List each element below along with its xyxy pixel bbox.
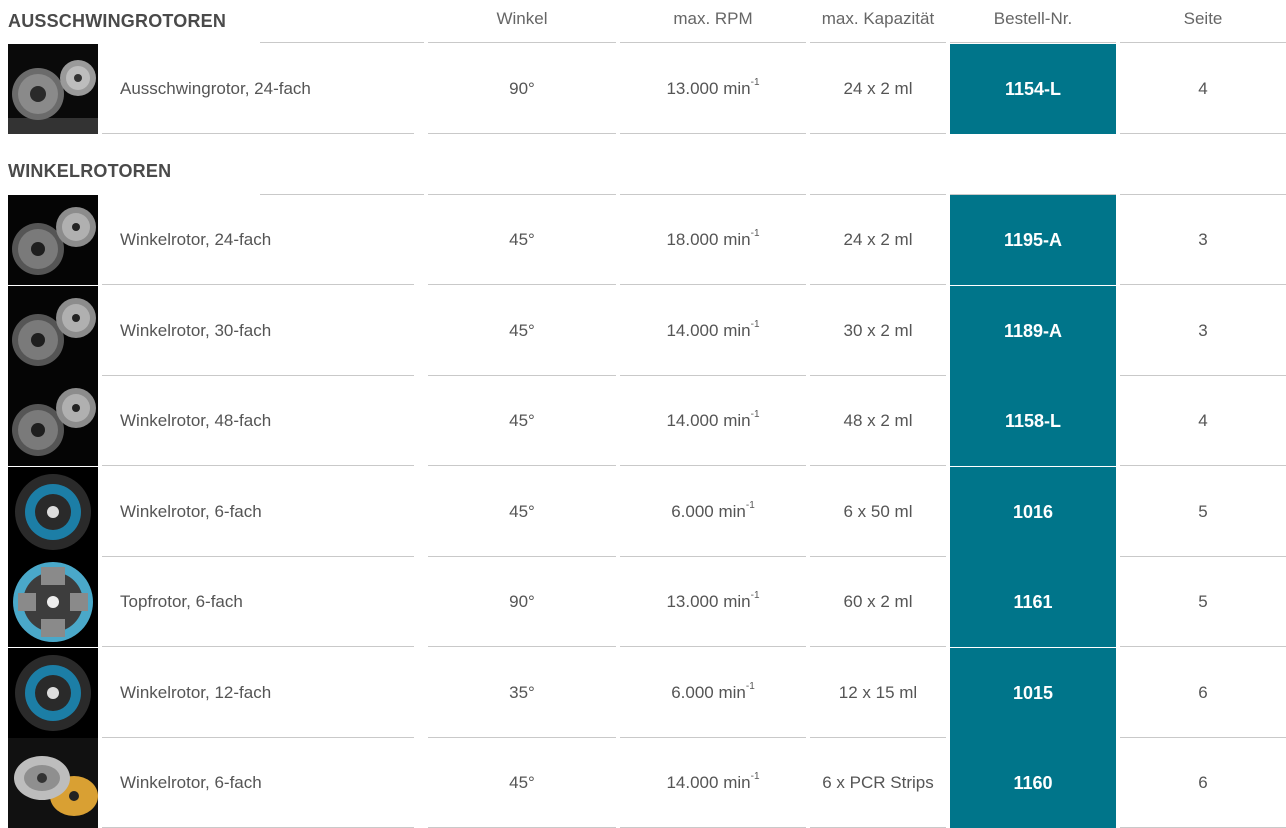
section-divider: [950, 194, 1116, 195]
rpm-unit: min: [718, 683, 746, 702]
rotor-capacity: 24 x 2 ml: [843, 79, 913, 98]
table-row: [8, 467, 1286, 557]
row-divider: [102, 133, 414, 134]
catalog-page-number: 5: [1198, 502, 1208, 521]
section-divider: [1120, 194, 1286, 195]
angle-rotor-icon: [8, 376, 98, 466]
row-divider: [810, 284, 946, 285]
table-row: [8, 557, 1286, 647]
rotor-angle: 45°: [509, 411, 535, 430]
row-divider: [428, 284, 616, 285]
row-divider: [428, 465, 616, 466]
section-divider: [428, 194, 616, 195]
rpm-value: 6.000: [671, 502, 714, 521]
rpm-unit-exponent: -1: [750, 77, 760, 89]
rotor-angle: 90°: [509, 79, 535, 98]
rotor-name: Winkelrotor, 6-fach: [120, 773, 262, 792]
row-divider: [1120, 646, 1286, 647]
order-number-badge: 1016: [950, 467, 1116, 557]
rpm-unit-exponent: -1: [745, 681, 755, 693]
header-divider: [620, 42, 806, 43]
section-divider: [620, 194, 806, 195]
row-divider: [1120, 284, 1286, 285]
rotor-capacity: 6 x PCR Strips: [822, 773, 934, 792]
rpm-unit: min: [723, 773, 751, 792]
order-number-badge: 1158-L: [950, 376, 1116, 466]
rotor-max-rpm: [620, 467, 806, 557]
row-divider: [102, 646, 414, 647]
header-divider: [260, 42, 424, 43]
catalog-page-number: 4: [1198, 411, 1208, 430]
rpm-unit: min: [723, 79, 751, 98]
row-divider: [810, 465, 946, 466]
rpm-unit-exponent: -1: [750, 590, 760, 602]
rpm-unit: min: [718, 502, 746, 521]
header-divider: [428, 42, 616, 43]
rpm-unit: min: [723, 592, 751, 611]
order-number-badge: 1161: [950, 557, 1116, 647]
header-divider: [950, 42, 1116, 43]
table-row: [8, 376, 1286, 466]
column-header-order-no: Bestell-Nr.: [993, 9, 1073, 28]
rotor-name: Winkelrotor, 30-fach: [120, 321, 272, 340]
section-title-swing-rotors: AUSSCHWINGROTOREN: [8, 11, 227, 31]
order-number-badge: 1189-A: [950, 286, 1116, 376]
row-divider: [1120, 465, 1286, 466]
row-divider: [620, 465, 806, 466]
table-row: [8, 286, 1286, 376]
rpm-unit: min: [723, 321, 751, 340]
rpm-value: 14.000: [666, 321, 719, 340]
catalog-page-number: 5: [1198, 592, 1208, 611]
column-header-capacity: max. Kapazität: [821, 9, 935, 28]
catalog-page-number: 6: [1198, 773, 1208, 792]
rpm-value: 13.000: [666, 592, 719, 611]
rotor-max-rpm: [620, 557, 806, 647]
swing-rotor-icon: [8, 44, 98, 134]
order-number-badge: 1160: [950, 738, 1116, 828]
column-header-rpm: max. RPM: [673, 9, 753, 28]
rotor-max-rpm: [620, 44, 806, 134]
rotor-capacity: 24 x 2 ml: [843, 230, 913, 249]
rotor-name: Winkelrotor, 12-fach: [120, 683, 272, 702]
table-row: [8, 738, 1286, 828]
header-divider: [810, 42, 946, 43]
catalog-page-number: 3: [1198, 230, 1208, 249]
rotor-angle: 35°: [509, 683, 535, 702]
rotor-angle: 45°: [509, 773, 535, 792]
catalog-page-number: 3: [1198, 321, 1208, 340]
rpm-unit-exponent: -1: [750, 771, 760, 783]
rotor-max-rpm: [620, 376, 806, 466]
angle-rotor-icon: [8, 195, 98, 285]
rpm-unit-exponent: -1: [750, 319, 760, 331]
bucket-rotor-icon: [8, 557, 98, 647]
row-divider: [620, 133, 806, 134]
rpm-value: 13.000: [666, 79, 719, 98]
rotor-max-rpm: [620, 195, 806, 285]
rotor-angle: 90°: [509, 592, 535, 611]
rpm-unit: min: [723, 230, 751, 249]
rotor-angle: 45°: [509, 502, 535, 521]
section-title-angle-rotors: WINKELROTOREN: [8, 161, 172, 181]
order-number-badge: 1015: [950, 648, 1116, 738]
rotor-name: Topfrotor, 6-fach: [120, 592, 243, 611]
rotor-max-rpm: [620, 286, 806, 376]
row-divider: [1120, 133, 1286, 134]
rotor-capacity: 12 x 15 ml: [838, 683, 918, 702]
catalog-page-number: 4: [1198, 79, 1208, 98]
rotor-capacity: 6 x 50 ml: [843, 502, 913, 521]
header-divider: [1120, 42, 1286, 43]
table-row: [8, 195, 1286, 285]
rotor-capacity: 60 x 2 ml: [843, 592, 913, 611]
table-row: [8, 648, 1286, 738]
section-divider: [260, 194, 424, 195]
rpm-unit-exponent: -1: [750, 409, 760, 421]
table-row: [8, 44, 1286, 134]
rpm-value: 18.000: [666, 230, 719, 249]
catalog-page-number: 6: [1198, 683, 1208, 702]
rpm-value: 14.000: [666, 773, 719, 792]
rotor-name: Winkelrotor, 24-fach: [120, 230, 272, 249]
row-divider: [102, 284, 414, 285]
rpm-unit: min: [723, 411, 751, 430]
rotor-angle: 45°: [509, 321, 535, 340]
row-divider: [428, 133, 616, 134]
rotor-name: Winkelrotor, 48-fach: [120, 411, 272, 430]
row-divider: [428, 646, 616, 647]
rpm-unit-exponent: -1: [745, 500, 755, 512]
column-header-page: Seite: [1183, 9, 1223, 28]
rotor-max-rpm: [620, 738, 806, 828]
row-divider: [620, 284, 806, 285]
pcr-rotor-icon: [8, 738, 98, 828]
order-number-badge: 1154-L: [950, 44, 1116, 134]
rotor-max-rpm: [620, 648, 806, 738]
blue-rotor-icon: [8, 648, 98, 738]
rotor-name: Ausschwingrotor, 24-fach: [120, 79, 311, 98]
rotor-capacity: 48 x 2 ml: [843, 411, 913, 430]
row-divider: [810, 133, 946, 134]
rotor-name: Winkelrotor, 6-fach: [120, 502, 262, 521]
rpm-value: 6.000: [671, 683, 714, 702]
row-divider: [102, 465, 414, 466]
section-divider: [810, 194, 946, 195]
row-divider: [810, 646, 946, 647]
order-number-badge: 1195-A: [950, 195, 1116, 285]
rpm-unit-exponent: -1: [750, 228, 760, 240]
blue-rotor-icon: [8, 467, 98, 557]
rotor-capacity: 30 x 2 ml: [843, 321, 913, 340]
angle-rotor-icon: [8, 286, 98, 376]
rotor-angle: 45°: [509, 230, 535, 249]
column-header-angle: Winkel: [496, 9, 548, 28]
row-divider: [620, 646, 806, 647]
rpm-value: 14.000: [666, 411, 719, 430]
